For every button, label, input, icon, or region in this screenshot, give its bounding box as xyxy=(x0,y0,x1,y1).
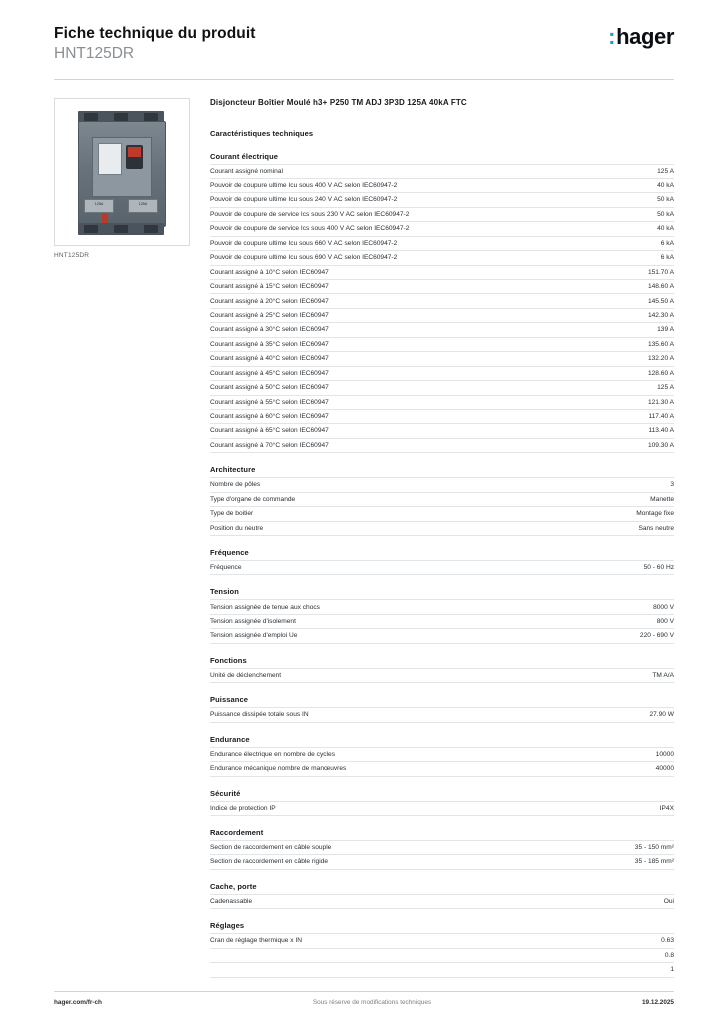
product-image-column xyxy=(54,98,192,990)
spec-label: Nombre de pôles xyxy=(210,481,261,489)
rating-label-right: 125A xyxy=(128,199,158,213)
spec-value: 6 kA xyxy=(660,254,674,262)
footer-divider xyxy=(54,991,674,992)
spec-label xyxy=(210,963,442,977)
specification-table xyxy=(210,560,674,575)
specification-group-title: Réglages xyxy=(210,921,245,931)
spec-label: Pouvoir de coupure ultime Icu sous 240 V AC selon IEC60947-2 xyxy=(210,196,398,204)
terminal-slot xyxy=(114,225,128,233)
table-row xyxy=(210,507,674,521)
spec-label: Position du neutre xyxy=(210,524,264,532)
table-row xyxy=(210,492,674,506)
spec-label: Courant assigné à 50°C selon IEC60947 xyxy=(210,384,329,392)
specification-group-title: Fréquence xyxy=(210,548,249,558)
circuit-breaker-illustration xyxy=(72,111,172,235)
table-row xyxy=(210,424,674,438)
spec-value: Sans neutre xyxy=(638,524,674,532)
table-row xyxy=(210,762,674,776)
specification-group xyxy=(210,828,674,870)
spec-value: TM A/A xyxy=(652,671,674,679)
specification-group xyxy=(210,735,674,777)
spec-value: 125 A xyxy=(657,384,674,392)
table-row xyxy=(210,280,674,294)
spec-label: Cadenassable xyxy=(210,897,253,905)
terminal-slot xyxy=(144,225,158,233)
spec-label: Courant assigné à 20°C selon IEC60947 xyxy=(210,297,329,305)
spec-value: 50 kA xyxy=(657,210,674,218)
table-row xyxy=(210,561,674,575)
specification-group-title: Architecture xyxy=(210,465,256,475)
spec-label: Puissance dissipée totale sous IN xyxy=(210,711,309,719)
spec-label: Courant assigné à 15°C selon IEC60947 xyxy=(210,283,329,291)
spec-label: Pouvoir de coupure ultime Icu sous 400 V AC selon IEC60947-2 xyxy=(210,182,398,190)
specification-group-title: Endurance xyxy=(210,734,250,744)
spec-value: 0.8 xyxy=(664,951,674,959)
spec-label: Tension assignée d'emploi Ue xyxy=(210,632,298,640)
spec-label: Courant assigné à 40°C selon IEC60947 xyxy=(210,355,329,363)
table-row xyxy=(210,747,674,761)
specification-table xyxy=(210,599,674,643)
spec-value: 35 - 185 mm² xyxy=(634,858,674,866)
table-row xyxy=(210,801,674,815)
table-row xyxy=(210,521,674,535)
specification-table xyxy=(210,801,674,816)
table-row xyxy=(210,164,674,178)
spec-label: Courant assigné à 70°C selon IEC60947 xyxy=(210,441,329,449)
spec-label: Courant assigné à 65°C selon IEC60947 xyxy=(210,427,329,435)
spec-value: IP4X xyxy=(659,804,674,812)
footer-date: 19.12.2025 xyxy=(642,999,674,1006)
spec-label: Courant assigné nominal xyxy=(210,167,283,175)
spec-value: Oui xyxy=(663,897,674,905)
header-titles xyxy=(54,24,256,65)
spec-label: Indice de protection IP xyxy=(210,804,276,812)
spec-value: Manette xyxy=(650,495,674,503)
spec-value: 0.63 xyxy=(661,937,674,945)
spec-label: Courant assigné à 10°C selon IEC60947 xyxy=(210,268,329,276)
breaker-rating-labels xyxy=(84,199,158,215)
spec-value: 35 - 150 mm² xyxy=(634,844,674,852)
specification-table xyxy=(210,668,674,683)
terminal-slot xyxy=(84,225,98,233)
page-header xyxy=(0,0,724,65)
table-row xyxy=(210,963,674,977)
spec-value: 113.40 A xyxy=(648,427,674,435)
specification-table xyxy=(210,164,674,454)
product-image-caption: HNT125DR xyxy=(54,251,90,259)
table-row xyxy=(210,236,674,250)
spec-label: Endurance mécanique nombre de manœuvres xyxy=(210,765,347,773)
technical-characteristics-title: Caractéristiques techniques xyxy=(210,128,314,138)
logo-text: hager xyxy=(616,24,674,49)
spec-value: 10000 xyxy=(655,750,674,758)
rating-label-left: 125A xyxy=(84,199,114,213)
table-row xyxy=(210,629,674,643)
specification-table xyxy=(210,894,674,909)
spec-label: Cran de réglage thermique x IN xyxy=(210,937,302,945)
spec-value: 40 kA xyxy=(657,182,674,190)
specification-table xyxy=(210,933,674,977)
spec-value: 151.70 A xyxy=(647,268,674,276)
spec-label: Courant assigné à 45°C selon IEC60947 xyxy=(210,369,329,377)
specification-table xyxy=(210,840,674,870)
spec-label: Courant assigné à 30°C selon IEC60947 xyxy=(210,326,329,334)
spec-label: Endurance électrique en nombre de cycles xyxy=(210,750,335,758)
specification-group xyxy=(210,548,674,575)
specifications-column xyxy=(210,98,674,990)
table-row xyxy=(210,934,674,948)
specification-group-title: Puissance xyxy=(210,695,249,705)
spec-label: Unité de déclenchement xyxy=(210,671,282,679)
specification-group xyxy=(210,656,674,683)
table-row xyxy=(210,948,674,962)
spec-label: Courant assigné à 55°C selon IEC60947 xyxy=(210,398,329,406)
spec-value: 135.60 A xyxy=(647,340,674,348)
specification-group-title: Fonctions xyxy=(210,655,247,665)
table-row xyxy=(210,381,674,395)
footer-row xyxy=(54,999,674,1006)
spec-label: Pouvoir de coupure ultime Icu sous 660 V AC selon IEC60947-2 xyxy=(210,239,398,247)
table-row xyxy=(210,855,674,869)
spec-value: 121.30 A xyxy=(647,398,674,406)
table-row xyxy=(210,614,674,628)
spec-value: 128.60 A xyxy=(647,369,674,377)
spec-value: 132.20 A xyxy=(647,355,674,363)
spec-label: Tension assignée d'isolement xyxy=(210,617,296,625)
terminal-slot xyxy=(144,113,158,121)
specification-group xyxy=(210,587,674,643)
specification-table xyxy=(210,477,674,536)
spec-value: 109.30 A xyxy=(647,441,674,449)
specification-table xyxy=(210,707,674,722)
spec-label: Pouvoir de coupure ultime Icu sous 690 V AC selon IEC60947-2 xyxy=(210,254,398,262)
table-row xyxy=(210,478,674,492)
spec-label xyxy=(210,948,442,962)
spec-label: Courant assigné à 60°C selon IEC60947 xyxy=(210,413,329,421)
page-footer xyxy=(0,991,724,1006)
spec-value: 3 xyxy=(670,481,674,489)
table-row xyxy=(210,265,674,279)
spec-label: Pouvoir de coupure de service Ics sous 400 V AC selon IEC60947-2 xyxy=(210,225,410,233)
spec-value: 139 A xyxy=(657,326,674,334)
table-row xyxy=(210,193,674,207)
specification-group-title: Raccordement xyxy=(210,827,264,837)
page-title: Fiche technique du produit xyxy=(54,25,256,42)
table-row xyxy=(210,395,674,409)
product-reference: HNT125DR xyxy=(54,45,135,63)
spec-label: Courant assigné à 25°C selon IEC60947 xyxy=(210,311,329,319)
product-full-name: Disjoncteur Boîtier Moulé h3+ P250 TM ADJ 3P3D 125A 40kA FTC xyxy=(210,97,467,107)
page-content xyxy=(0,80,724,990)
spec-value: 117.40 A xyxy=(648,413,674,421)
specification-group-title: Cache, porte xyxy=(210,881,257,891)
table-row xyxy=(210,294,674,308)
specification-group xyxy=(210,465,674,536)
spec-value: 50 - 60 Hz xyxy=(643,564,674,572)
spec-value: 800 V xyxy=(656,617,674,625)
table-row xyxy=(210,840,674,854)
specification-group-title: Sécurité xyxy=(210,788,241,798)
bottom-terminal-block xyxy=(78,223,164,235)
specification-group-title: Courant électrique xyxy=(210,151,279,161)
logo-colon: : xyxy=(608,24,616,49)
footer-notice: Sous réserve de modifications techniques xyxy=(312,999,432,1006)
table-row xyxy=(210,409,674,423)
spec-value: 8000 V xyxy=(653,603,674,611)
product-image-frame xyxy=(54,98,190,246)
spec-value: 220 - 690 V xyxy=(639,632,674,640)
spec-value: 148.60 A xyxy=(647,283,674,291)
specification-group xyxy=(210,789,674,816)
specification-group-title: Tension xyxy=(210,587,239,597)
spec-value: 40 kA xyxy=(657,225,674,233)
footer-website[interactable]: hager.com/fr-ch xyxy=(54,999,102,1006)
spec-value: 50 kA xyxy=(657,196,674,204)
spec-value: 27.90 W xyxy=(649,711,674,719)
table-row xyxy=(210,222,674,236)
terminal-slot xyxy=(114,113,128,121)
terminal-slot xyxy=(84,113,98,121)
table-row xyxy=(210,337,674,351)
specification-group xyxy=(210,882,674,909)
specification-group xyxy=(210,921,674,977)
table-row xyxy=(210,438,674,452)
specification-group xyxy=(210,152,674,454)
table-row xyxy=(210,308,674,322)
breaker-handle-indicator xyxy=(128,147,141,157)
spec-label: Courant assigné à 35°C selon IEC60947 xyxy=(210,340,329,348)
spec-label: Type d'organe de commande xyxy=(210,495,296,503)
table-row xyxy=(210,323,674,337)
spec-label: Tension assignée de tenue aux chocs xyxy=(210,603,320,611)
table-row xyxy=(210,708,674,722)
spec-label: Section de raccordement en câble rigide xyxy=(210,858,329,866)
table-row xyxy=(210,251,674,265)
specification-table xyxy=(210,747,674,777)
breaker-window xyxy=(98,143,122,175)
spec-label: Pouvoir de coupure de service Ics sous 230 V AC selon IEC60947-2 xyxy=(210,210,410,218)
spec-value: 145.50 A xyxy=(647,297,674,305)
spec-value: Montage fixe xyxy=(636,510,674,518)
specification-groups xyxy=(210,152,674,978)
table-row xyxy=(210,600,674,614)
table-row xyxy=(210,366,674,380)
table-row xyxy=(210,207,674,221)
spec-value: 125 A xyxy=(657,167,674,175)
hager-logo xyxy=(608,24,674,50)
table-row xyxy=(210,894,674,908)
spec-value: 142.30 A xyxy=(647,311,674,319)
spec-value: 1 xyxy=(670,966,674,974)
table-row xyxy=(210,178,674,192)
spec-label: Fréquence xyxy=(210,564,242,572)
table-row xyxy=(210,668,674,682)
spec-value: 40000 xyxy=(655,765,674,773)
spec-label: Section de raccordement en câble souple xyxy=(210,844,332,852)
spec-value: 6 kA xyxy=(660,239,674,247)
specification-group xyxy=(210,695,674,722)
spec-label: Type de boitier xyxy=(210,510,254,518)
table-row xyxy=(210,352,674,366)
